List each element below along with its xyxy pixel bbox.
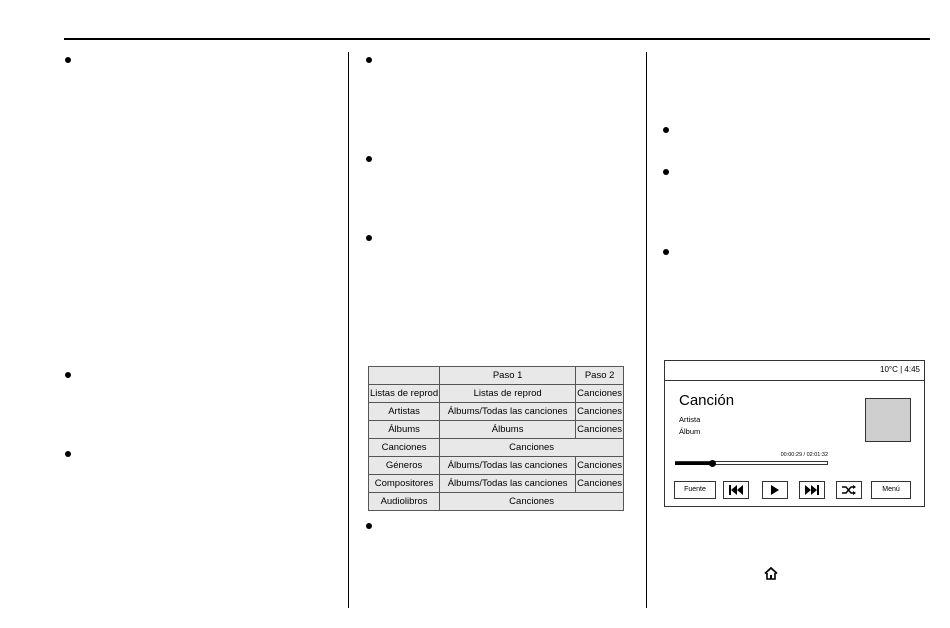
table-cell: Canciones [440, 439, 624, 457]
table-cell: Álbums/Todas las canciones [440, 475, 576, 493]
table-row [369, 493, 624, 511]
album-art [865, 398, 911, 442]
table-cell: Géneros [369, 457, 440, 475]
table-cell: Canciones [576, 457, 624, 475]
bullet [65, 57, 71, 63]
bullet [663, 127, 669, 133]
skip-back-icon [728, 485, 744, 495]
table-row [369, 385, 624, 403]
table-cell: Álbums/Todas las canciones [440, 403, 576, 421]
table-row [369, 403, 624, 421]
previous-button[interactable] [723, 481, 749, 499]
table-row [369, 457, 624, 475]
table-header-cell: Paso 1 [440, 367, 576, 385]
table-row [369, 421, 624, 439]
table-header-cell: Paso 2 [576, 367, 624, 385]
shuffle-icon [841, 485, 857, 495]
progress-fill [675, 462, 712, 465]
table-cell: Canciones [576, 421, 624, 439]
table-cell: Canciones [369, 439, 440, 457]
table-row [369, 475, 624, 493]
table-cell: Canciones [576, 475, 624, 493]
home-icon [764, 567, 778, 580]
album-name: Álbum [679, 427, 701, 436]
artist-name: Artista [679, 415, 701, 424]
skip-forward-icon [804, 485, 820, 495]
table-cell: Canciones [440, 493, 624, 511]
table-cell: Álbums [440, 421, 576, 439]
bullet [366, 235, 372, 241]
table-cell: Canciones [576, 385, 624, 403]
table-cell: Artistas [369, 403, 440, 421]
menu-button[interactable]: Menú [871, 481, 911, 499]
table-header-cell [369, 367, 440, 385]
elapsed-time: 00:00:29 / 02:01:32 [780, 452, 828, 458]
table-header-row [369, 367, 624, 385]
bullet [663, 169, 669, 175]
play-icon [770, 485, 780, 495]
media-browse-table [368, 366, 624, 511]
source-button[interactable]: Fuente [674, 481, 716, 499]
bullet [663, 249, 669, 255]
column-divider-left [348, 52, 349, 608]
table-cell: Álbums/Todas las canciones [440, 457, 576, 475]
bullet [366, 57, 372, 63]
now-playing-screen [664, 360, 925, 507]
table-cell: Compositores [369, 475, 440, 493]
next-button[interactable] [799, 481, 825, 499]
table-cell: Listas de reprod [369, 385, 440, 403]
status-bar [665, 361, 924, 381]
header-rule [64, 38, 930, 40]
table-cell: Audiolibros [369, 493, 440, 511]
table-cell: Álbums [369, 421, 440, 439]
song-title: Canción [679, 392, 735, 409]
play-button[interactable] [762, 481, 788, 499]
table-row [369, 439, 624, 457]
temperature-clock: 10°C | 4:45 [880, 365, 920, 374]
table-cell: Canciones [576, 403, 624, 421]
table-cell: Listas de reprod [440, 385, 576, 403]
bullet [366, 156, 372, 162]
column-divider-right [646, 52, 647, 608]
bullet [65, 372, 71, 378]
bullet [366, 523, 372, 529]
progress-knob[interactable] [709, 460, 716, 467]
shuffle-button[interactable] [836, 481, 862, 499]
bullet [65, 451, 71, 457]
